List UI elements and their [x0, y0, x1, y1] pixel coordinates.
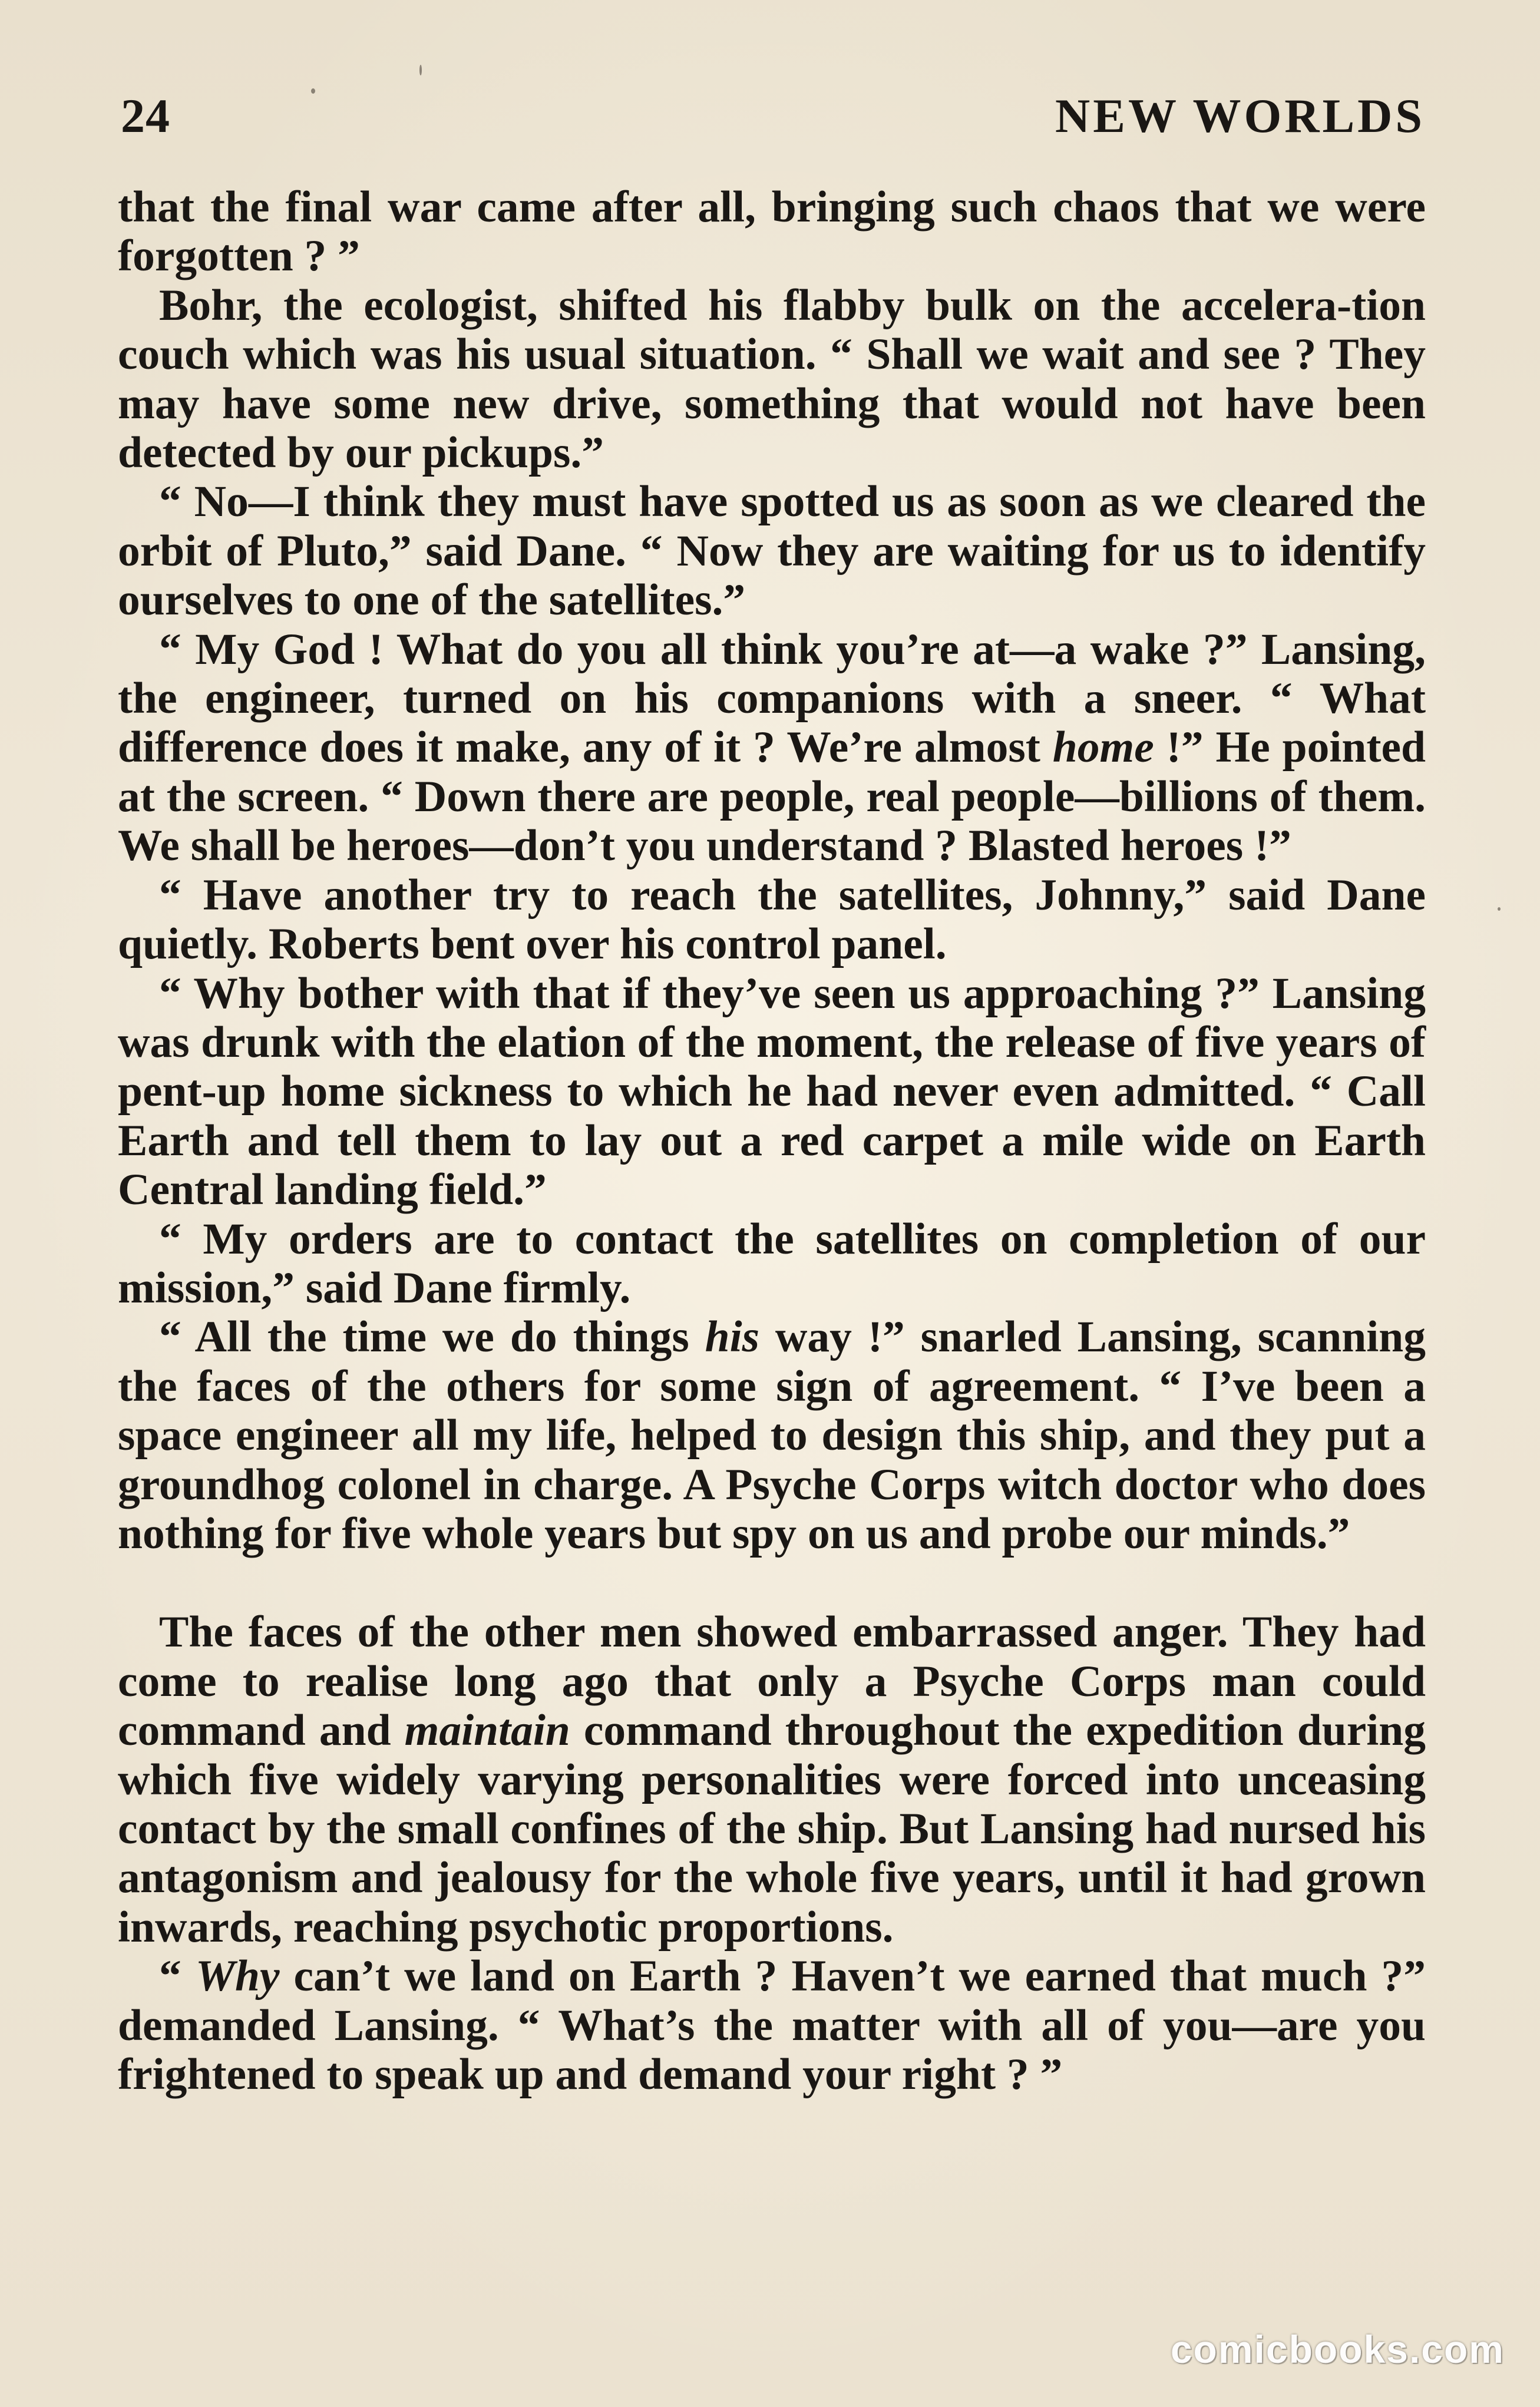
paragraph — [118, 1312, 1426, 1558]
paragraph — [118, 625, 1426, 871]
paragraph — [118, 1608, 1426, 1952]
paragraph — [118, 281, 1426, 478]
italic-text: maintain — [404, 1706, 570, 1755]
text-run: “ No—I think they must have spotted us as soon as we cleared the orbit of Pluto,” said Dane. “ Now they are waiting for us to identify ourselves to one of the satellites.” — [118, 477, 1426, 625]
page-header — [121, 88, 1425, 147]
italic-text: Why — [195, 1952, 280, 2001]
paragraph — [118, 1952, 1426, 2099]
text-run: Bohr, the ecologist, shifted his flabby bulk on the accelera-tion couch which was his usual situation. “ Shall we wait and see ? They may have some new drive, something that would not have been detected by our pickups.” — [118, 280, 1426, 478]
body-text — [118, 183, 1426, 2099]
text-run: !” He pointed at the screen. “ Down there are people, real people—billions of them. We shall be heroes—don’t you understand ? Blasted heroes !” — [118, 723, 1426, 871]
running-title: NEW WORLDS — [1055, 89, 1425, 143]
text-run: “ All the time we do things — [159, 1312, 705, 1362]
italic-text: home — [1052, 723, 1154, 772]
print-speck — [419, 65, 422, 75]
paragraph — [118, 183, 1426, 281]
paragraph — [118, 969, 1426, 1215]
paragraph — [118, 871, 1426, 969]
text-run: “ — [159, 1952, 196, 2001]
watermark: comicbooks.com — [1170, 2327, 1505, 2371]
text-run: that the final war came after all, bringing such chaos that we were forgotten ? ” — [118, 183, 1426, 281]
text-run: “ Why bother with that if they’ve seen us approaching ?” Lansing was drunk with the elation of the moment, the release of five years of pent-up home sickness to which he had never even admitted. “ Call Earth and tell them to lay out a red carpet a mile wide on Earth Central landing field.” — [118, 968, 1426, 1215]
text-run: “ My God ! What do you all think you’re at—a wake ?” Lansing, the engineer, turned on his companions with a sneer. “ What difference does it make, any of it ? We’re almost — [118, 624, 1426, 772]
text-run: “ My orders are to contact the satellites on completion of our mission,” said Dane firmly. — [118, 1214, 1426, 1312]
text-run: command throughout the expedition during which five widely varying personalities were forced into unceasing contact by the small confines of the ship. But Lansing had nursed his antagonism and jealousy for the whole five years, until it had grown inwards, reaching psychotic proportions. — [118, 1706, 1426, 1952]
paragraph — [118, 1215, 1426, 1313]
text-run: The faces of the other men showed embarrassed anger. They had come to realise long ago that only a Psyche Corps man could command and — [118, 1608, 1426, 1755]
text-run: “ Have another try to reach the satellites, Johnny,” said Dane quietly. Roberts bent over his control panel. — [118, 870, 1426, 969]
text-run: way !” snarled Lansing, scanning the faces of the others for some sign of agreement. “ I’ve been a space engineer all my life, helped to design this ship, and they put a groundhog colonel in charge. A Psyche Corps witch doctor who does nothing for five whole years but spy on us and probe our minds.” — [118, 1312, 1426, 1558]
print-speck — [1498, 907, 1501, 911]
italic-text: his — [705, 1312, 759, 1362]
paragraph — [118, 477, 1426, 624]
text-run: can’t we land on Earth ? Haven’t we earned that much ?” demanded Lansing. “ What’s the matter with all of you—are you frightened to speak up and demand your right ? ” — [118, 1952, 1426, 2099]
page-number: 24 — [121, 89, 170, 143]
print-speck — [311, 88, 315, 94]
